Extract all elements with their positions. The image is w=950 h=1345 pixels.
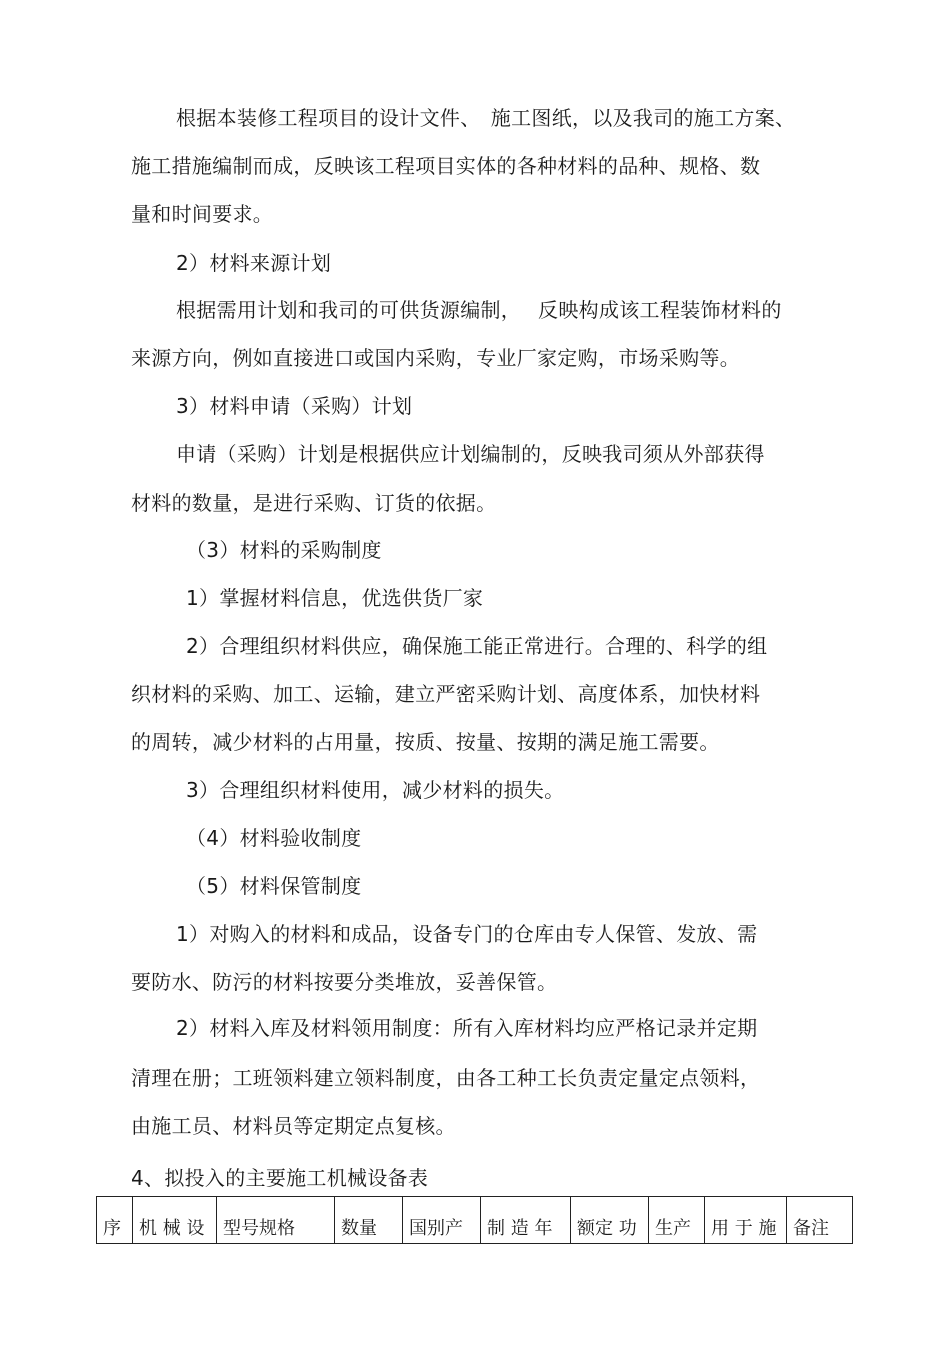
paragraph-line: 量和时间要求。 [131,202,274,226]
table-header-cell: 制 造 年 [481,1197,571,1243]
paragraph-line: 材料的数量，是进行采购、订货的依据。 [131,491,497,515]
table-header-cell: 额定 功 [571,1197,649,1243]
table-header-cell: 序 [97,1197,133,1243]
paragraph-line: 3）合理组织材料使用，减少材料的损失。 [186,778,565,802]
equipment-table-header-row [96,1196,853,1244]
section-heading: （4）材料验收制度 [186,826,362,850]
paragraph-line: 来源方向，例如直接进口或国内采购，专业厂家定购，市场采购等。 [131,346,740,370]
paragraph-line: 申请（采购）计划是根据供应计划编制的，反映我司须从外部获得 [176,442,765,466]
paragraph-line: 由施工员、材料员等定期定点复核。 [131,1114,456,1138]
paragraph-line: 的周转，减少材料的占用量，按质、按量、按期的满足施工需要。 [131,730,720,754]
paragraph-line: 2）合理组织材料供应，确保施工能正常进行。合理的、科学的组 [186,634,768,658]
paragraph-line: 清理在册；工班领料建立领料制度，由各工种工长负责定量定点领料， [131,1066,761,1090]
table-header-cell: 机 械 设 [133,1197,217,1243]
section-heading: （5）材料保管制度 [186,874,362,898]
table-title: 4、拟投入的主要施工机械设备表 [131,1166,429,1190]
table-header-cell: 备注 [793,1218,829,1239]
paragraph-line: 施工措施编制而成，反映该工程项目实体的各种材料的品种、规格、数 [131,154,761,178]
section-heading: （3）材料的采购制度 [186,538,382,562]
subsection-heading: 2）材料来源计划 [176,251,332,275]
paragraph-line: 根据需用计划和我司的可供货源编制， 反映构成该工程装饰材料的 [176,298,782,322]
table-header-cell: 型号规格 [217,1197,335,1243]
paragraph-line: 1）对购入的材料和成品，设备专门的仓库由专人保管、发放、需 [176,922,758,946]
paragraph-line: 织材料的采购、加工、运输，建立严密采购计划、高度体系，加快材料 [131,682,761,706]
table-header-cell: 生产 [649,1197,705,1243]
table-header-cell: 数量 [335,1197,403,1243]
paragraph-line: 要防水、防污的材料按要分类堆放，妥善保管。 [131,970,558,994]
paragraph-line: 1）掌握材料信息，优选供货厂家 [186,586,484,610]
table-header-cell: 国别产 [403,1197,481,1243]
paragraph-line: 2）材料入库及材料领用制度：所有入库材料均应严格记录并定期 [176,1016,758,1040]
paragraph-line: 根据本装修工程项目的设计文件、 施工图纸，以及我司的施工方案、 [176,106,796,130]
subsection-heading: 3）材料申请（采购）计划 [176,394,413,418]
table-header-cell: 用 于 施 [705,1197,787,1243]
